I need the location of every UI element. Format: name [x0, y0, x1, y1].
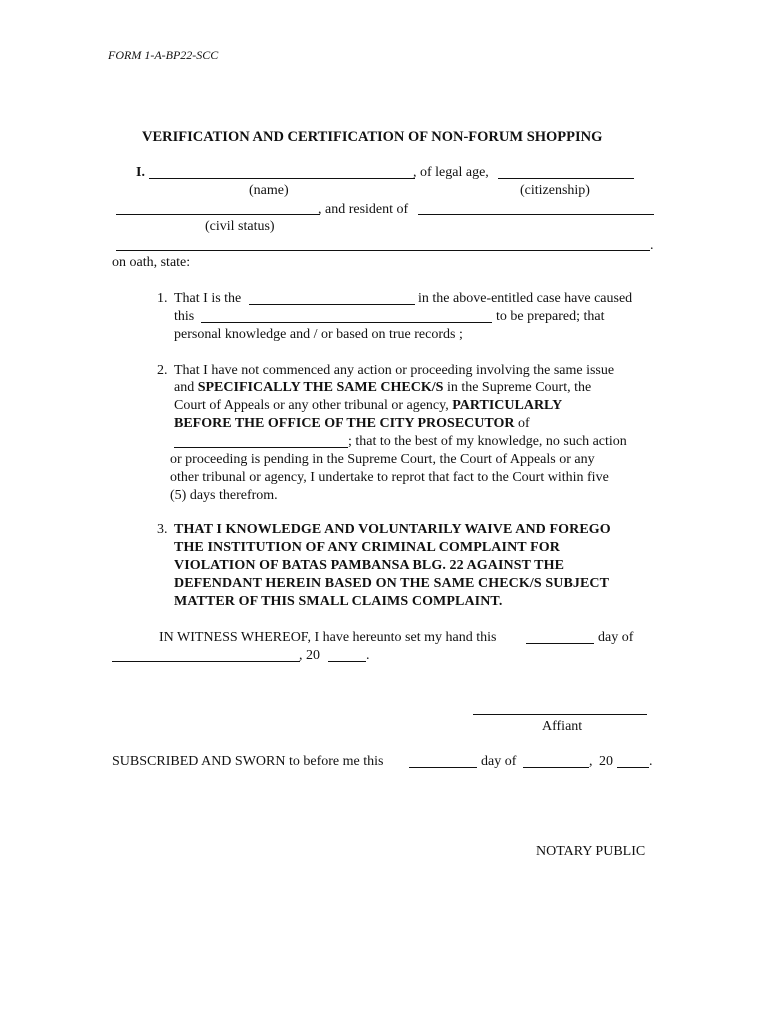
item-2-line-1: That I have not commenced any action or proceeding involving the same issue [174, 363, 615, 378]
item-2-line-8: (5) days therefrom. [170, 488, 278, 503]
sworn-text-b: day of [481, 754, 517, 769]
sworn-text-d: 20 [599, 754, 613, 769]
item-1-text-e: personal knowledge and / or based on true records ; [174, 327, 463, 342]
name-caption: (name) [249, 183, 289, 198]
item-3-line-3: VIOLATION OF BATAS PAMBANSA BLG. 22 AGAINST THE [174, 558, 565, 573]
sworn-text-a: SUBSCRIBED AND SWORN to before me this [112, 754, 384, 769]
item-2-line-7: other tribunal or agency, I undertake to reprot that fact to the Court within five [170, 470, 609, 485]
witness-text-d: . [366, 648, 370, 663]
legal-age-text: , of legal age, [413, 165, 489, 180]
sworn-text-e: . [649, 754, 653, 769]
document-title: VERIFICATION AND CERTIFICATION OF NON-FORUM SHOPPING [142, 129, 603, 145]
item-1-text-a: That I is the [174, 291, 242, 306]
witness-text-c: , 20 [299, 648, 320, 663]
document-blank[interactable] [201, 322, 492, 323]
item-3-number: 3. [157, 522, 168, 537]
name-blank[interactable] [149, 178, 415, 179]
item-2-line-5: ; that to the best of my knowledge, no such action [348, 434, 627, 449]
item-2-line-6: or proceeding is pending in the Supreme Court, the Court of Appeals or any [170, 452, 595, 467]
witness-month-blank[interactable] [112, 661, 300, 662]
civil-status-blank[interactable] [116, 214, 320, 215]
item-1-text-d: to be prepared; that [496, 309, 605, 324]
civil-status-caption: (civil status) [205, 219, 275, 234]
sworn-day-blank[interactable] [409, 767, 477, 768]
sworn-text-c: , [589, 754, 593, 769]
affiant-signature-line[interactable] [473, 714, 647, 715]
affiant-label: Affiant [542, 719, 583, 734]
citizenship-caption: (citizenship) [520, 183, 590, 198]
item-3-line-1: THAT I KNOWLEDGE AND VOLUNTARILY WAIVE AND FOREGO [174, 522, 611, 537]
on-oath-text: on oath, state: [112, 255, 191, 270]
resident-of-text: , and resident of [318, 202, 409, 217]
item-1-text-b: in the above-entitled case have caused [418, 291, 633, 306]
item-3-line-5: MATTER OF THIS SMALL CLAIMS COMPLAINT. [174, 594, 503, 609]
item-3-line-2: THE INSTITUTION OF ANY CRIMINAL COMPLAINT FOR [174, 540, 560, 555]
item-2-line-2: and SPECIFICALLY THE SAME CHECK/S in the Supreme Court, the [174, 380, 592, 395]
notary-public-label: NOTARY PUBLIC [536, 844, 646, 859]
city-blank[interactable] [174, 447, 348, 448]
item-2-line-3: Court of Appeals or any other tribunal or agency, PARTICULARLY [174, 398, 563, 413]
address-end-dot: . [650, 238, 654, 253]
capacity-blank[interactable] [249, 304, 415, 305]
item-2-number: 2. [157, 363, 168, 378]
witness-day-blank[interactable] [526, 643, 594, 644]
sworn-year-blank[interactable] [617, 767, 649, 768]
witness-text-b: day of [598, 630, 634, 645]
witness-year-blank[interactable] [328, 661, 366, 662]
citizenship-blank[interactable] [498, 178, 634, 179]
address-blank[interactable] [116, 250, 650, 251]
item-3-line-4: DEFENDANT HEREIN BASED ON THE SAME CHECK/S SUBJECT [174, 576, 610, 591]
item-1-text-c: this [174, 309, 195, 324]
witness-text-a: IN WITNESS WHEREOF, I have hereunto set my hand this [159, 630, 497, 645]
residence-blank[interactable] [418, 214, 654, 215]
item-2-line-4: BEFORE THE OFFICE OF THE CITY PROSECUTOR of [174, 416, 530, 431]
sworn-month-blank[interactable] [523, 767, 589, 768]
item-1-number: 1. [157, 291, 168, 306]
form-code: FORM 1-A-BP22-SCC [108, 48, 219, 62]
affiant-prefix: I. [136, 165, 145, 180]
